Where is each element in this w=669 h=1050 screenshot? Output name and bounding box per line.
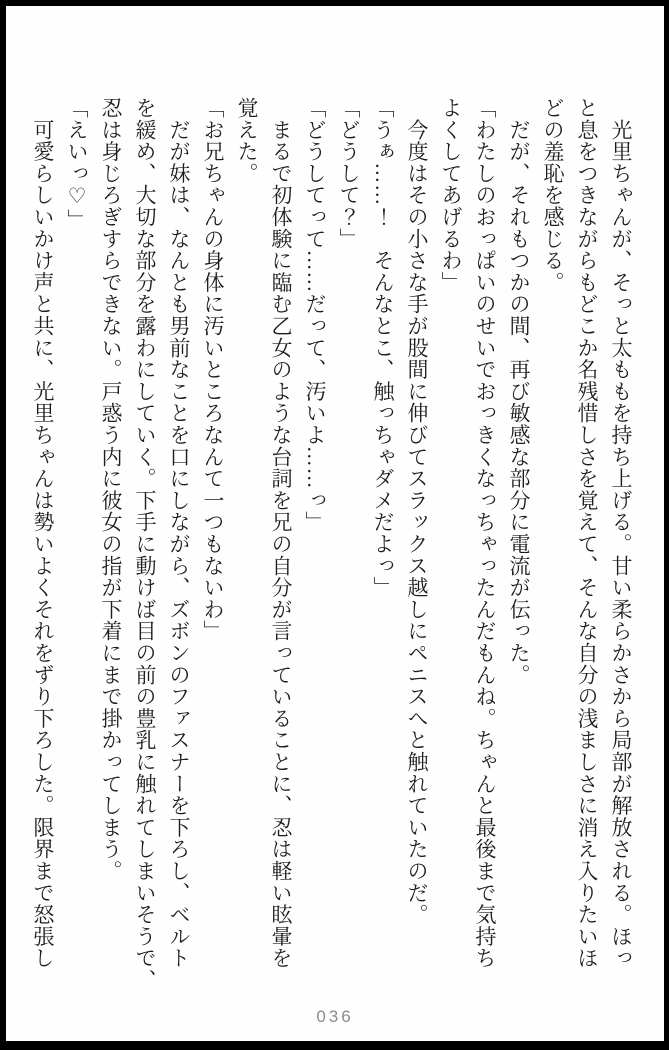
text-line: 「どうして？」 — [337, 97, 361, 250]
text-line: 忍は身じろぎすらできない。戸惑う内に彼女の指が下着にまで掛かってしまう。 — [99, 97, 123, 882]
text-line: 覚えた。 — [235, 97, 259, 185]
text-line: だが妹は、なんとも男前なことを口にしながら、ズボンのファスナーを下ろし、ベルト — [167, 97, 191, 969]
text-line: まるで初体験に臨む乙女のような台詞を兄の自分が言っていることに、忍は軽い眩暈を — [269, 97, 293, 969]
text-line: を緩め、大切な部分を露わにしていく。下手に動けば目の前の豊乳に触れてしまいそうで、 — [133, 97, 157, 991]
vertical-text-block — [26, 97, 638, 991]
text-line: 「わたしのおっぱいのせいでおっきくなっちゃったんだもんね。ちゃんと最後まで気持ち — [473, 97, 497, 969]
text-line: 「えいっ♡」 — [65, 97, 89, 231]
text-line: どの羞恥を感じる。 — [541, 97, 565, 294]
text-line: 可愛らしいかけ声と共に、光里ちゃんは勢いよくそれをずり下ろした。限界まで怒張し — [31, 97, 55, 969]
text-line: よくしてあげるわ」 — [439, 97, 463, 294]
text-line: だが、それもつかの間、再び敏感な部分に電流が伝った。 — [507, 97, 531, 686]
text-line: 光里ちゃんが、そっと太ももを持ち上げる。甘い柔らかさから局部が解放される。ほっ — [609, 97, 633, 969]
text-line: 「お兄ちゃんの身体に汚いところなんて一つもないわ」 — [201, 97, 225, 642]
text-line: 「どうしてって……だって、汚いよ……っ」 — [303, 97, 327, 533]
page-number: 036 — [316, 1007, 354, 1026]
text-line: 「うぁ……！ そんなとこ、触っちゃダメだよっ」 — [371, 97, 395, 599]
text-line: と息をつきながらもどこか名残惜しさを覚えて、そんな自分の浅ましさに消え入りたいほ — [575, 97, 599, 969]
text-line: 今度はその小さな手が股間に伸びてスラックス越しにペニスへと触れていたのだ。 — [405, 97, 429, 926]
